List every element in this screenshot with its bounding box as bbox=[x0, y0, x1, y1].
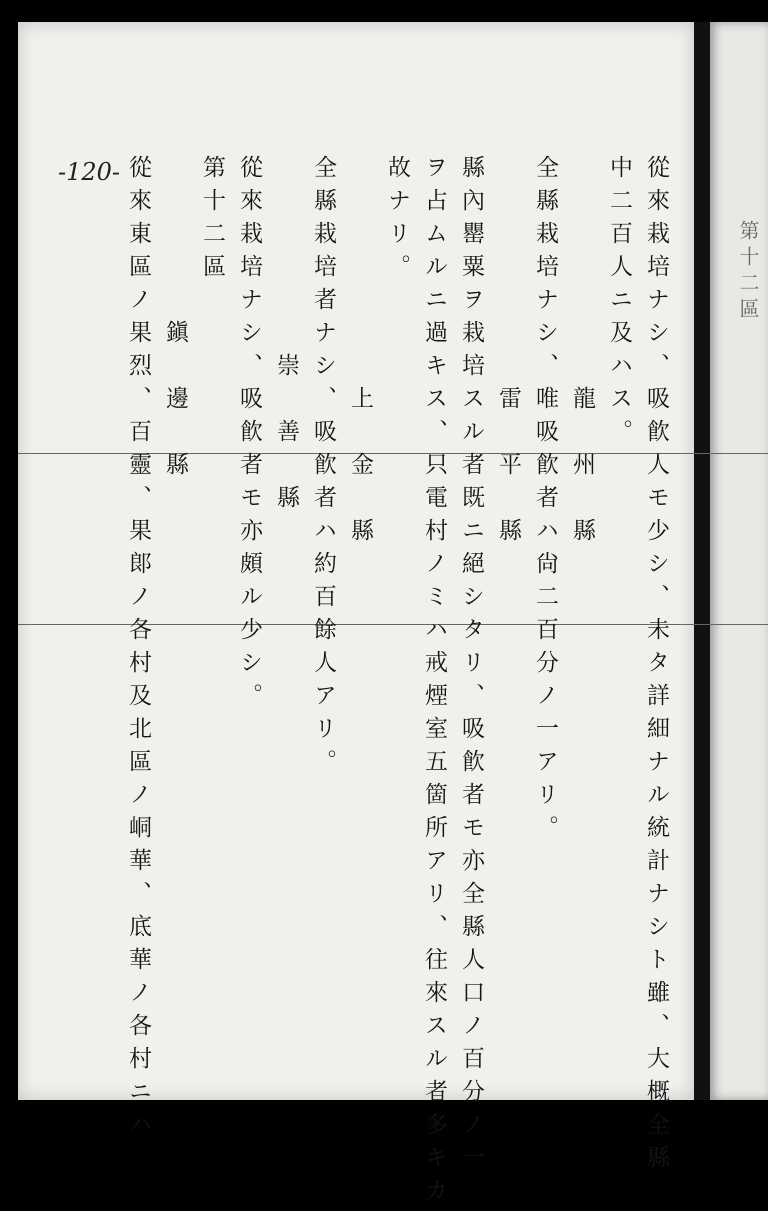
section-heading: 雷 平 縣 bbox=[495, 155, 521, 551]
text-column: 中二百人ニ及ハス。 bbox=[606, 155, 632, 452]
book-gutter bbox=[694, 22, 710, 1100]
section-heading: 鎭 邊 縣 bbox=[162, 155, 188, 485]
adjacent-page-header: 第十二區 bbox=[736, 220, 760, 324]
text-column: 故ナリ。 bbox=[384, 155, 410, 287]
text-column: 縣內罌粟ヲ栽培スル者既ニ絕シタリ、吸飮者モ亦全縣人口ノ百分ノ一 bbox=[458, 155, 484, 1178]
text-column: 從來栽培ナシ、吸飮者モ亦頗ル少シ。 bbox=[236, 155, 262, 716]
adjacent-page-edge bbox=[710, 22, 768, 1100]
vertical-text-body bbox=[110, 155, 670, 1211]
text-column: 全縣栽培者ナシ、吸飮者ハ約百餘人アリ。 bbox=[310, 155, 336, 782]
text-column: 全縣栽培ナシ、唯吸飮者ハ尙二百分ノ一アリ。 bbox=[532, 155, 558, 848]
section-heading: 上 金 縣 bbox=[347, 155, 373, 551]
section-heading: 崇 善 縣 bbox=[273, 155, 299, 518]
text-column: 從來栽培ナシ、吸飮人モ少シ、未タ詳細ナル統計ナシト雖、大概全縣 bbox=[643, 155, 669, 1178]
page-number: -120- bbox=[58, 158, 121, 186]
text-column: ヲ占ムルニ過キス、只電村ノミハ戒煙室五箇所アリ、往來スル者多キカ bbox=[421, 155, 447, 1211]
section-heading: 龍 州 縣 bbox=[569, 155, 595, 551]
district-heading: 第十二區 bbox=[199, 155, 225, 287]
text-column: 從來東區ノ果烈、百靈、果郞ノ各村及北區ノ峒華、底華ノ各村ニハ bbox=[125, 155, 151, 1145]
